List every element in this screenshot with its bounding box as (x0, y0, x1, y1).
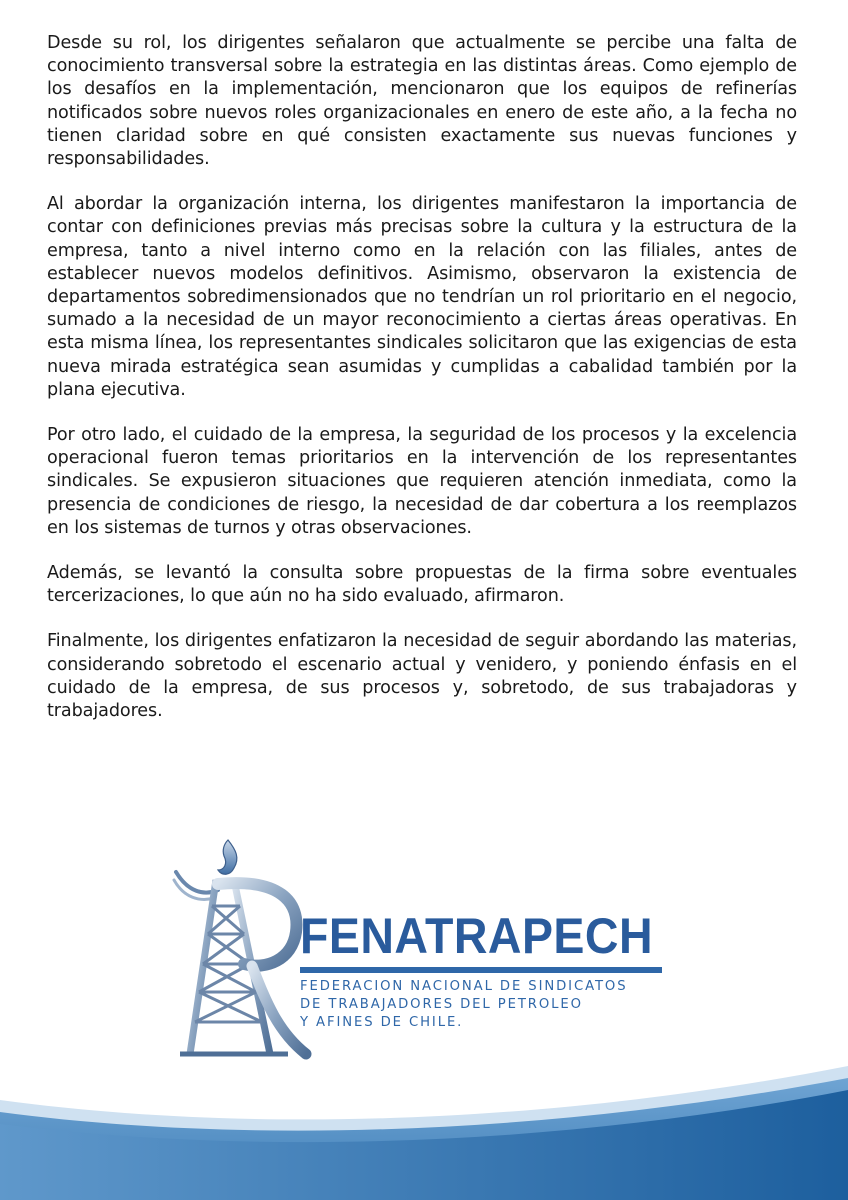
logo-underline (300, 967, 662, 973)
document-body (47, 32, 797, 745)
logo-subtitle-line-1: FEDERACION NACIONAL DE SINDICATOS (300, 979, 628, 994)
paragraph-2: Al abordar la organización interna, los dirigentes manifestaron la importancia de contar con definiciones previas más precisas sobre la cultura y la estructura de la empresa, tanto a nivel interno como en la relación con las filiales, antes de establecer nuevos modelos definitivos. Asimismo, observaron la existencia de departamentos sobredimensionados que no tendrían un rol prioritario en el negocio, sumado a la necesidad de un mayor reconocimiento a ciertas áreas operativas. En esta misma línea, los representantes sindicales solicitaron que las exigencias de esta nueva mirada estratégica sean asumidas y cumplidas a cabalidad también por la plana ejecutiva. (47, 194, 797, 400)
logo-subtitle-line-2: DE TRABAJADORES DEL PETROLEO (300, 997, 583, 1012)
paragraph-3: Por otro lado, el cuidado de la empresa, la seguridad de los procesos y la excelencia operacional fueron temas prioritarios en la intervención de los representantes sindicales. Se expusieron situaciones que requieren atención inmediata, como la presencia de condiciones de riesgo, la necesidad de dar cobertura a los reemplazos en los sistemas de turnos y otras observaciones. (47, 425, 797, 538)
paragraph-1: Desde su rol, los dirigentes señalaron que actualmente se percibe una falta de conocimiento transversal sobre la estrategia en las distintas áreas. Como ejemplo de los desafíos en la implementación, mencionaron que los equipos de refinerías notificados sobre nuevos roles organizacionales en enero de este año, a la fecha no tienen claridad sobre en qué consisten exactamente sus nuevas funciones y responsabilidades. (47, 33, 797, 170)
logo-subtitle-line-3: Y AFINES DE CHILE. (300, 1015, 464, 1030)
footer-wave (0, 1060, 848, 1200)
paragraph-4: Además, se levantó la consulta sobre propuestas de la firma sobre eventuales tercerizaciones, lo que aún no ha sido evaluado, afirmaron. (47, 563, 797, 607)
logo-name: FENATRAPECH (300, 908, 654, 964)
paragraph-5: Finalmente, los dirigentes enfatizaron la necesidad de seguir abordando las materias, considerando sobretodo el escenario actual y venidero, y poniendo énfasis en el cuidado de la empresa, de sus procesos y, sobretodo, de sus trabajadoras y trabajadores. (47, 631, 797, 722)
